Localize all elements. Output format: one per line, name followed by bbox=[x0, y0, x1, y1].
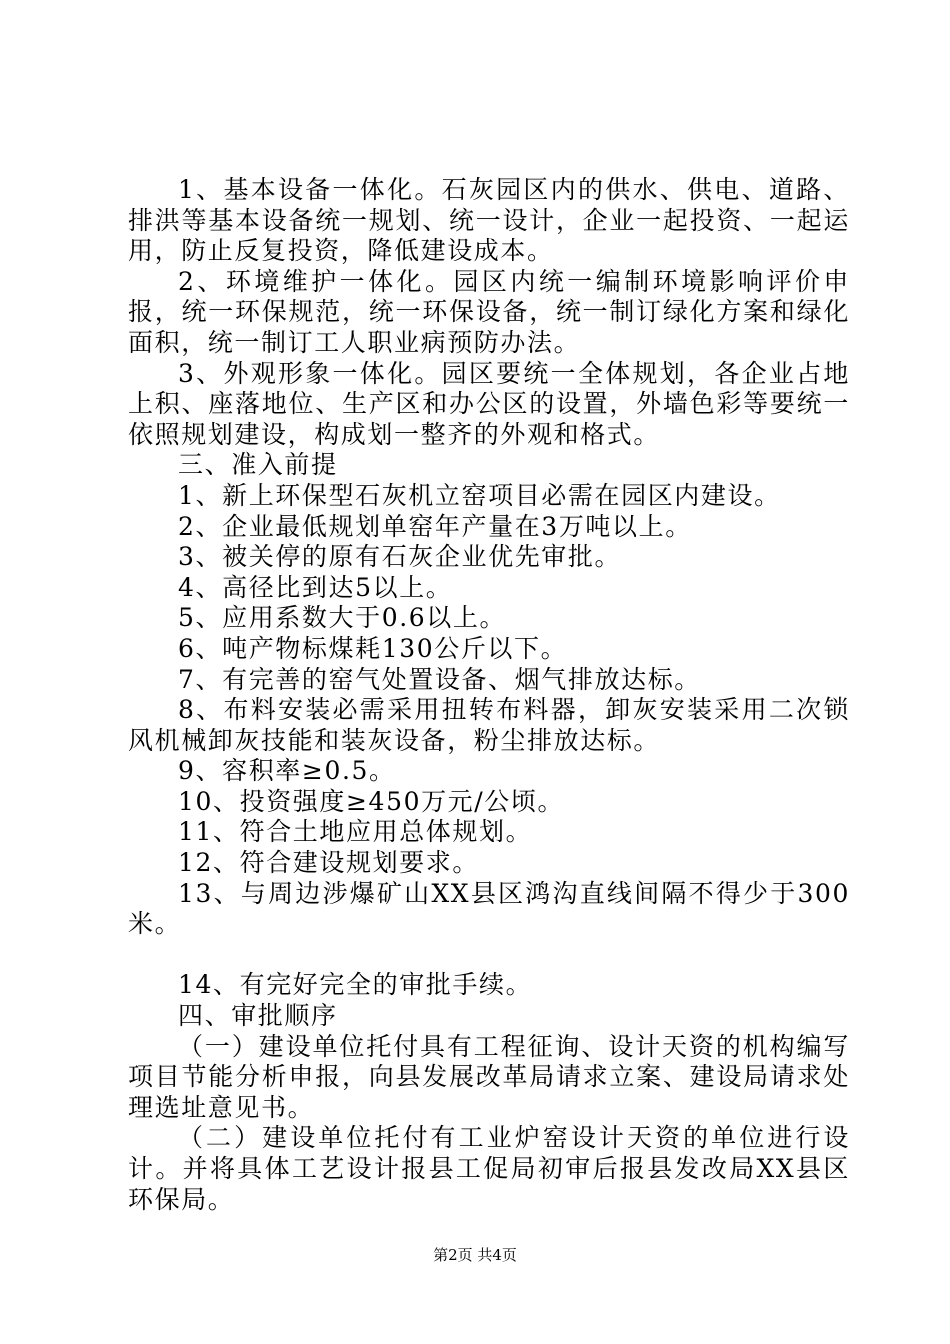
list-item: 9、容积率≥0.5。 bbox=[178, 756, 396, 786]
paragraph-appearance: 3、外观形象一体化。园区要统一全体规划，各企业占地上积、座落地位、生产区和办公区的设置，外墙色彩等要统一依照规划建设，构成划一整齐的外观和格式。 bbox=[128, 358, 850, 449]
section-heading-admission: 三、准入前提 bbox=[178, 450, 338, 480]
list-item: 11、符合土地应用总体规划。 bbox=[178, 817, 533, 847]
paragraph-infrastructure: 1、基本设备一体化。石灰园区内的供水、供电、道路、排洪等基本设备统一规划、统一设计，企业一起投资、一起运用，防止反复投资，降低建设成本。 bbox=[128, 175, 850, 266]
list-item: 12、符合建设规划要求。 bbox=[178, 848, 480, 878]
list-item: 8、布料安装必需采用扭转布料器，卸灰安装采用二次锁风机械卸灰技能和装灰设备，粉尘排放达标。 bbox=[128, 695, 850, 755]
list-item: 4、高径比到达5以上。 bbox=[178, 572, 453, 602]
list-item: 6、吨产物标煤耗130公斤以下。 bbox=[178, 633, 568, 663]
list-item: 7、有完善的窑气处置设备、烟气排放达标。 bbox=[178, 664, 701, 694]
paragraph-approval-step-2: （二）建设单位托付有工业炉窑设计天资的单位进行设计。并将具体工艺设计报县工促局初审后报县发改局XX县区环保局。 bbox=[128, 1123, 850, 1214]
page-footer: 第2页 共4页 bbox=[433, 1246, 517, 1264]
list-item: 5、应用系数大于0.6以上。 bbox=[178, 603, 507, 633]
list-item: 10、投资强度≥450万元/公顷。 bbox=[178, 786, 565, 816]
list-item: 13、与周边涉爆矿山XX县区鸿沟直线间隔不得少于300米。 bbox=[128, 878, 850, 939]
section-heading-approval: 四、审批顺序 bbox=[178, 1001, 338, 1031]
document-body bbox=[128, 175, 850, 1215]
paragraph-approval-step-1: （一）建设单位托付具有工程征询、设计天资的机构编写项目节能分析申报，向县发展改革局请求立案、建设局请求处理选址意见书。 bbox=[128, 1031, 850, 1122]
blank-line bbox=[128, 940, 850, 971]
list-item: 3、被关停的原有石灰企业优先审批。 bbox=[178, 542, 622, 572]
list-item: 2、企业最低规划单窑年产量在3万吨以上。 bbox=[178, 511, 692, 541]
paragraph-environment: 2、环境维护一体化。园区内统一编制环境影响评价申报，统一环保规范，统一环保设备，统一制订绿化方案和绿化面积，统一制订工人职业病预防办法。 bbox=[128, 266, 850, 357]
list-item: 1、新上环保型石灰机立窑项目必需在园区内建设。 bbox=[178, 480, 781, 510]
list-item: 14、有完好完全的审批手续。 bbox=[178, 970, 533, 1000]
